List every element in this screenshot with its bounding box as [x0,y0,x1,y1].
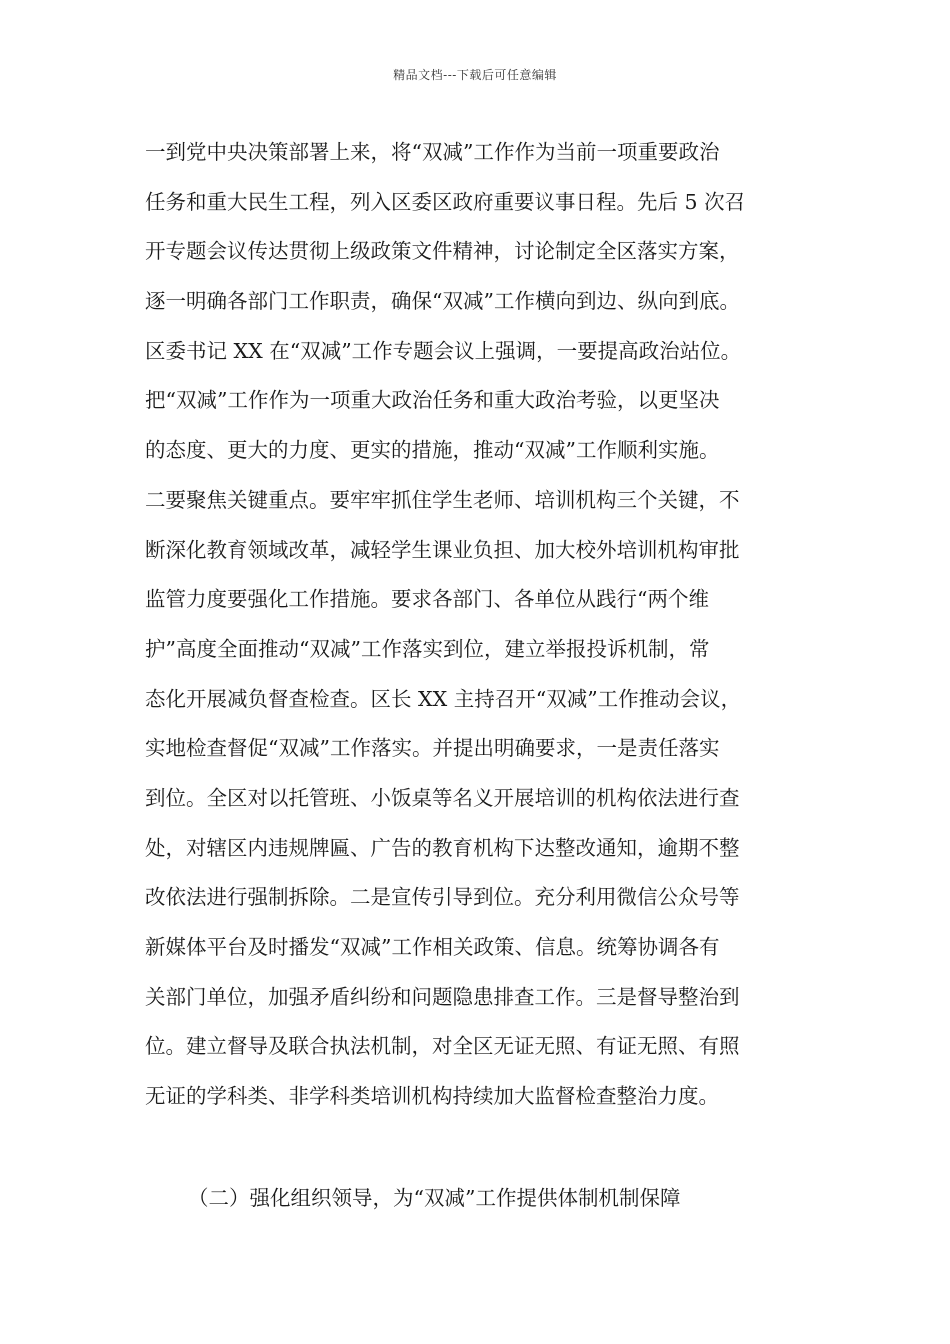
body-paragraph [145,132,825,1126]
text-line: 区委书记 XX 在“双减”工作专题会议上强调，一要提高政治站位。 [145,338,742,363]
text-line: 到位。全区对以托管班、小饭桌等名义开展培训的机构依法进行查 [145,785,740,810]
text-line: 位。建立督导及联合执法机制，对全区无证无照、有证无照、有照 [145,1034,740,1059]
text-line: 断深化教育领域改革，减轻学生课业负担、加大校外培训机构审批 [145,537,740,562]
page-header: 精品文档---下载后可任意编辑 [393,68,557,82]
text-line: 把“双减”工作作为一项重大政治任务和重大政治考验，以更坚决 [145,388,720,413]
text-line: 新媒体平台及时播发“双减”工作相关政策、信息。统筹协调各有 [145,935,720,959]
text-line: 任务和重大民生工程，列入区委区政府重要议事日程。先后 5 次召 [145,189,746,214]
text-line: 监管力度要强化工作措施。要求各部门、各单位从践行“两个维 [145,587,709,612]
text-line: 关部门单位，加强矛盾纠纷和问题隐患排查工作。三是督导整治到 [145,984,740,1009]
text-line: 开专题会议传达贯彻上级政策文件精神，讨论制定全区落实方案， [145,239,740,264]
text-line: 逐一明确各部门工作职责，确保“双减”工作横向到边、纵向到底。 [145,289,740,314]
text-line: 态化开展减负督查检查。区长 XX 主持召开“双减”工作推动会议， [145,686,742,711]
text-line: 改依法进行强制拆除。二是宣传引导到位。充分利用微信公众号等 [145,885,740,910]
text-line: 护”高度全面推动“双减”工作落实到位，建立举报投诉机制，常 [145,636,710,661]
text-line: 二要聚焦关键重点。要牢牢抓住学生老师、培训机构三个关键，不 [145,487,740,512]
text-line: 的态度、更大的力度、更实的措施，推动“双减”工作顺利实施。 [145,438,720,463]
text-line: 一到党中央决策部署上来，将“双减”工作作为当前一项重要政治 [145,140,720,164]
section-heading: （二）强化组织领导，为“双减”工作提供体制机制保障 [188,1186,681,1210]
text-line: 处，对辖区内违规牌匾、广告的教育机构下达整改通知，逾期不整 [145,835,740,860]
text-line: 无证的学科类、非学科类培训机构持续加大监督检查整治力度。 [145,1084,719,1109]
text-line: 实地检查督促“双减”工作落实。并提出明确要求，一是责任落实 [145,736,720,761]
